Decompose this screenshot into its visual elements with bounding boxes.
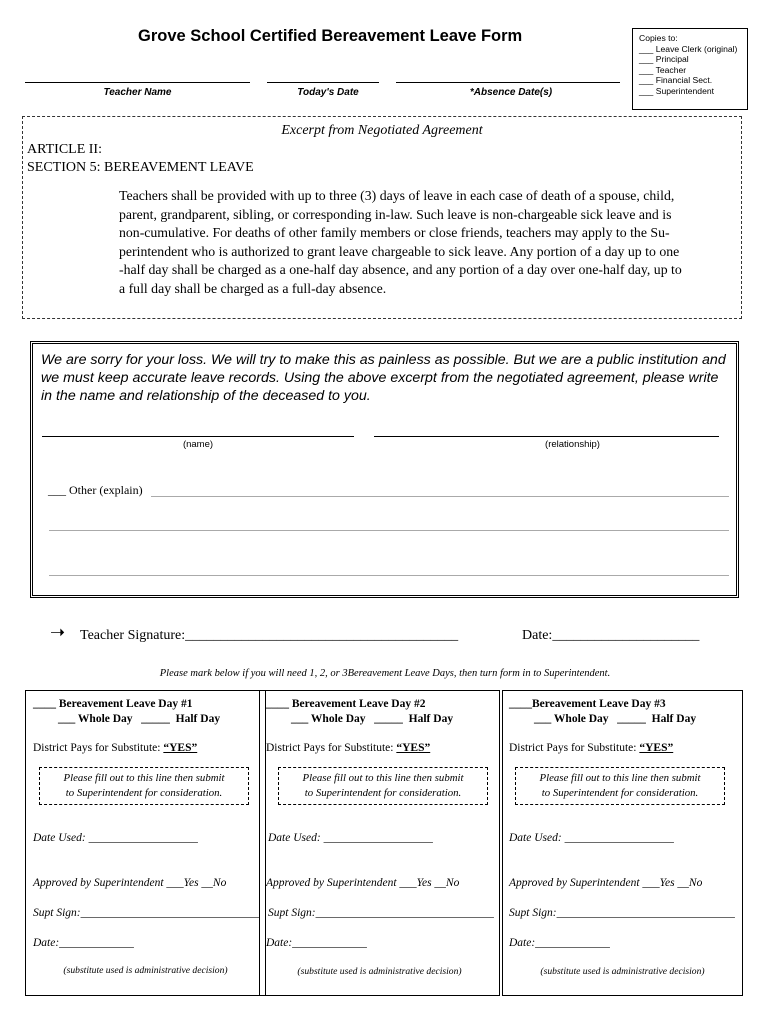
- submit-note-line: Please fill out to this line then submit: [63, 772, 225, 784]
- teacher-name-label: Teacher Name: [103, 87, 172, 98]
- excerpt-line: -half day shall be charged as a one-half day absence, and any portion of a day over one-half day, up to: [119, 262, 682, 278]
- other-explain-line-3[interactable]: [49, 575, 729, 576]
- name-caption: (name): [182, 439, 214, 450]
- leave-day-1-checkbox[interactable]: ____ Bereavement Leave Day #1: [33, 698, 193, 710]
- submit-note-line: to Superintendent for consideration.: [541, 787, 699, 799]
- leave-day-1-box: [25, 690, 266, 996]
- substitute-note: (substitute used is administrative decision): [297, 966, 462, 977]
- section-label: SECTION 5: BEREAVEMENT LEAVE: [27, 160, 254, 175]
- teacher-name-field[interactable]: [25, 82, 250, 83]
- excerpt-line: non-cumulative. For deaths of other family members or close friends, teachers may apply to the Su-: [119, 225, 670, 241]
- whole-half-day-select[interactable]: ___ Whole Day _____ Half Day: [291, 713, 454, 725]
- whole-half-day-select[interactable]: ___ Whole Day _____ Half Day: [58, 713, 221, 725]
- submit-note: [39, 767, 249, 805]
- supt-sign-field[interactable]: Supt Sign:_______________________________: [509, 907, 735, 919]
- arrow-icon: ➝: [50, 622, 66, 642]
- agreement-excerpt: [22, 116, 742, 319]
- form-title: Grove School Certified Bereavement Leave Form: [138, 27, 523, 45]
- leave-day-3-checkbox[interactable]: ____Bereavement Leave Day #3: [509, 698, 666, 710]
- copies-principal[interactable]: ___ Principal: [639, 54, 689, 65]
- relationship-caption: (relationship): [545, 439, 600, 450]
- approval-date-field[interactable]: Date:_____________: [33, 937, 134, 949]
- approved-select[interactable]: Approved by Superintendent ___Yes __No: [509, 877, 703, 889]
- approval-date-field[interactable]: Date:_____________: [509, 937, 610, 949]
- absence-dates-field[interactable]: [396, 82, 620, 83]
- district-pays-text: [266, 742, 430, 754]
- copies-superintendent[interactable]: ___ Superintendent: [639, 85, 715, 96]
- todays-date-label: Today's Date: [297, 87, 359, 98]
- excerpt-line: a full day shall be charged as a full-day absence.: [119, 280, 387, 296]
- submit-note-line: Please fill out to this line then submit: [302, 772, 464, 784]
- excerpt-heading: Excerpt from Negotiated Agreement: [281, 123, 483, 138]
- deceased-info-box: [30, 341, 739, 598]
- district-pays-label: District Pays for Substitute:: [33, 742, 164, 754]
- district-pays-label: District Pays for Substitute:: [509, 742, 640, 754]
- copies-to-box: [632, 28, 748, 110]
- district-pays-label: District Pays for Substitute:: [266, 742, 397, 754]
- submit-note: [515, 767, 725, 805]
- approved-select[interactable]: Approved by Superintendent ___Yes __No: [33, 877, 227, 889]
- excerpt-line: perintendent who is authorized to grant leave chargeable to sick leave. Any portion of a day up to one: [119, 243, 680, 259]
- district-yes: “YES”: [639, 742, 674, 754]
- relationship-field[interactable]: [374, 436, 719, 437]
- approval-date-field[interactable]: Date:_____________: [266, 937, 367, 949]
- district-pays-text: [33, 742, 197, 754]
- excerpt-line: parent, grandparent, sibling, or corresponding in-law. Such leave is non-chargeable sick leave and is: [119, 206, 672, 222]
- condolence-message: We are sorry for your loss. We will try to make this as painless as possible. But we are a public institution and we must keep accurate leave records. Using the above excerpt from the negotiated agreement, please write in the name and relationship of the deceased to you.: [41, 352, 726, 404]
- leave-day-2-checkbox[interactable]: ____ Bereavement Leave Day #2: [266, 698, 426, 710]
- district-yes: “YES”: [396, 742, 431, 754]
- district-pays-text: [509, 742, 673, 754]
- leave-day-2-box: [259, 690, 500, 996]
- approved-select[interactable]: Approved by Superintendent ___Yes __No: [266, 877, 460, 889]
- submit-note-line: to Superintendent for consideration.: [304, 787, 462, 799]
- submit-note: [278, 767, 488, 805]
- signature-date-field[interactable]: Date:_____________________: [522, 628, 700, 643]
- instruction-text: Please mark below if you will need 1, 2, or 3Bereavement Leave Days, then turn form in to Superintendent.: [159, 668, 611, 679]
- copies-financial[interactable]: ___ Financial Sect.: [639, 75, 713, 86]
- other-explain-label[interactable]: ___ Other (explain): [48, 483, 143, 497]
- other-explain-line-1[interactable]: [151, 496, 729, 497]
- leave-day-3-box: [502, 690, 743, 996]
- todays-date-field[interactable]: [267, 82, 379, 83]
- excerpt-article: [27, 141, 254, 177]
- date-used-field[interactable]: Date Used: ___________________: [33, 832, 198, 844]
- excerpt-line: Teachers shall be provided with up to three (3) days of leave in each case of death of a spouse, child,: [119, 188, 675, 203]
- article-label: ARTICLE II:: [27, 142, 102, 157]
- supt-sign-field[interactable]: Supt Sign:_______________________________: [33, 907, 259, 919]
- deceased-name-field[interactable]: [42, 436, 354, 437]
- supt-sign-field[interactable]: Supt Sign:_______________________________: [268, 907, 494, 919]
- teacher-signature-field[interactable]: Teacher Signature:_______________________________________: [80, 628, 459, 643]
- copies-leave-clerk[interactable]: ___ Leave Clerk (original): [639, 43, 738, 54]
- copies-teacher[interactable]: ___ Teacher: [639, 64, 687, 75]
- substitute-note: (substitute used is administrative decision): [63, 965, 228, 976]
- submit-note-line: to Superintendent for consideration.: [65, 787, 223, 799]
- excerpt-body: [119, 187, 739, 299]
- district-yes: “YES”: [163, 742, 198, 754]
- absence-dates-label: *Absence Date(s): [469, 87, 553, 98]
- date-used-field[interactable]: Date Used: ___________________: [509, 832, 674, 844]
- other-explain-line-2[interactable]: [49, 530, 729, 531]
- substitute-note: (substitute used is administrative decision): [540, 966, 705, 977]
- copies-heading: Copies to:: [639, 33, 678, 43]
- whole-half-day-select[interactable]: ___ Whole Day _____ Half Day: [534, 713, 697, 725]
- date-used-field[interactable]: Date Used: ___________________: [268, 832, 433, 844]
- submit-note-line: Please fill out to this line then submit: [539, 772, 701, 784]
